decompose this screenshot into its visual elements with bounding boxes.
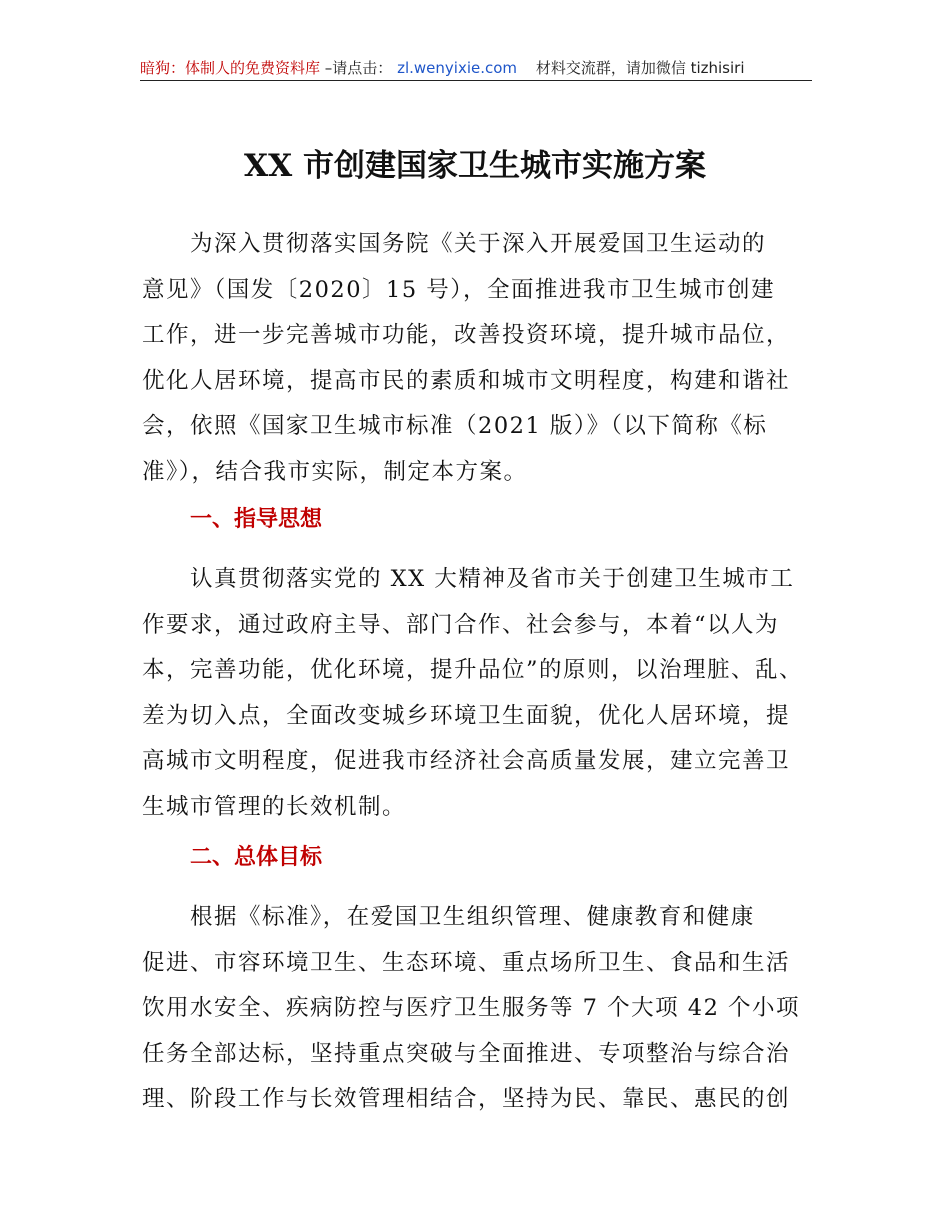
paragraph-line: 饮用水安全、疾病防控与医疗卫生服务等 7 个大项 42 个小项 xyxy=(142,995,801,1021)
paragraph-line: 准》），结合我市实际，制定本方案。 xyxy=(142,458,528,485)
document-title: XX 市创建国家卫生城市实施方案 xyxy=(244,148,706,184)
section-heading-guiding-thought: 一、指导思想 xyxy=(190,507,323,532)
guiding-thought-paragraph xyxy=(142,557,827,830)
paragraph-line: 本，完善功能，优化环境，提升品位”的原则，以治理脏、乱、 xyxy=(142,657,804,683)
page-header xyxy=(140,58,812,81)
paragraph-line: 差为切入点，全面改变城乡环境卫生面貌，优化人居环境，提 xyxy=(142,702,791,729)
paragraph-line: 理、阶段工作与长效管理相结合，坚持为民、靠民、惠民的创 xyxy=(142,1086,791,1112)
paragraph-line: 优化人居环境，提高市民的素质和城市文明程度，构建和谐社 xyxy=(142,367,791,394)
header-link[interactable]: zl.wenyixie.com xyxy=(397,59,518,77)
paragraph-line: 意见》（国发〔2020〕15 号），全面推进我市卫生城市创建 xyxy=(142,276,776,303)
overall-goal-paragraph xyxy=(142,895,827,1123)
paragraph-line: 为深入贯彻落实国务院《关于深入开展爱国卫生运动的 xyxy=(190,231,767,257)
paragraph-line: 促进、市容环境卫生、生态环境、重点场所卫生、食品和生活 xyxy=(142,949,791,976)
paragraph-line: 工作，进一步完善城市功能，改善投资环境，提升城市品位， xyxy=(142,322,791,348)
section-heading-overall-goal: 二、总体目标 xyxy=(190,845,323,870)
paragraph-line: 作要求，通过政府主导、部门合作、社会参与，本着“以人为 xyxy=(142,611,780,638)
paragraph-line: 会，依照《国家卫生城市标准（2021 版）》（以下简称《标 xyxy=(142,413,768,439)
paragraph-line: 高城市文明程度，促进我市经济社会高质量发展，建立完善卫 xyxy=(142,748,791,774)
header-prompt: –请点击： xyxy=(324,59,393,77)
intro-paragraph xyxy=(142,222,827,495)
paragraph-line: 生城市管理的长效机制。 xyxy=(142,793,407,820)
header-brand: 暗狗：体制人的免费资料库 xyxy=(140,59,321,77)
header-note: 材料交流群，请加微信 tizhisiri xyxy=(535,59,745,77)
paragraph-line: 任务全部达标，坚持重点突破与全面推进、专项整治与综合治 xyxy=(142,1040,791,1067)
paragraph-line: 根据《标准》，在爱国卫生组织管理、健康教育和健康 xyxy=(190,904,755,930)
paragraph-line: 认真贯彻落实党的 XX 大精神及省市关于创建卫生城市工 xyxy=(190,566,795,592)
